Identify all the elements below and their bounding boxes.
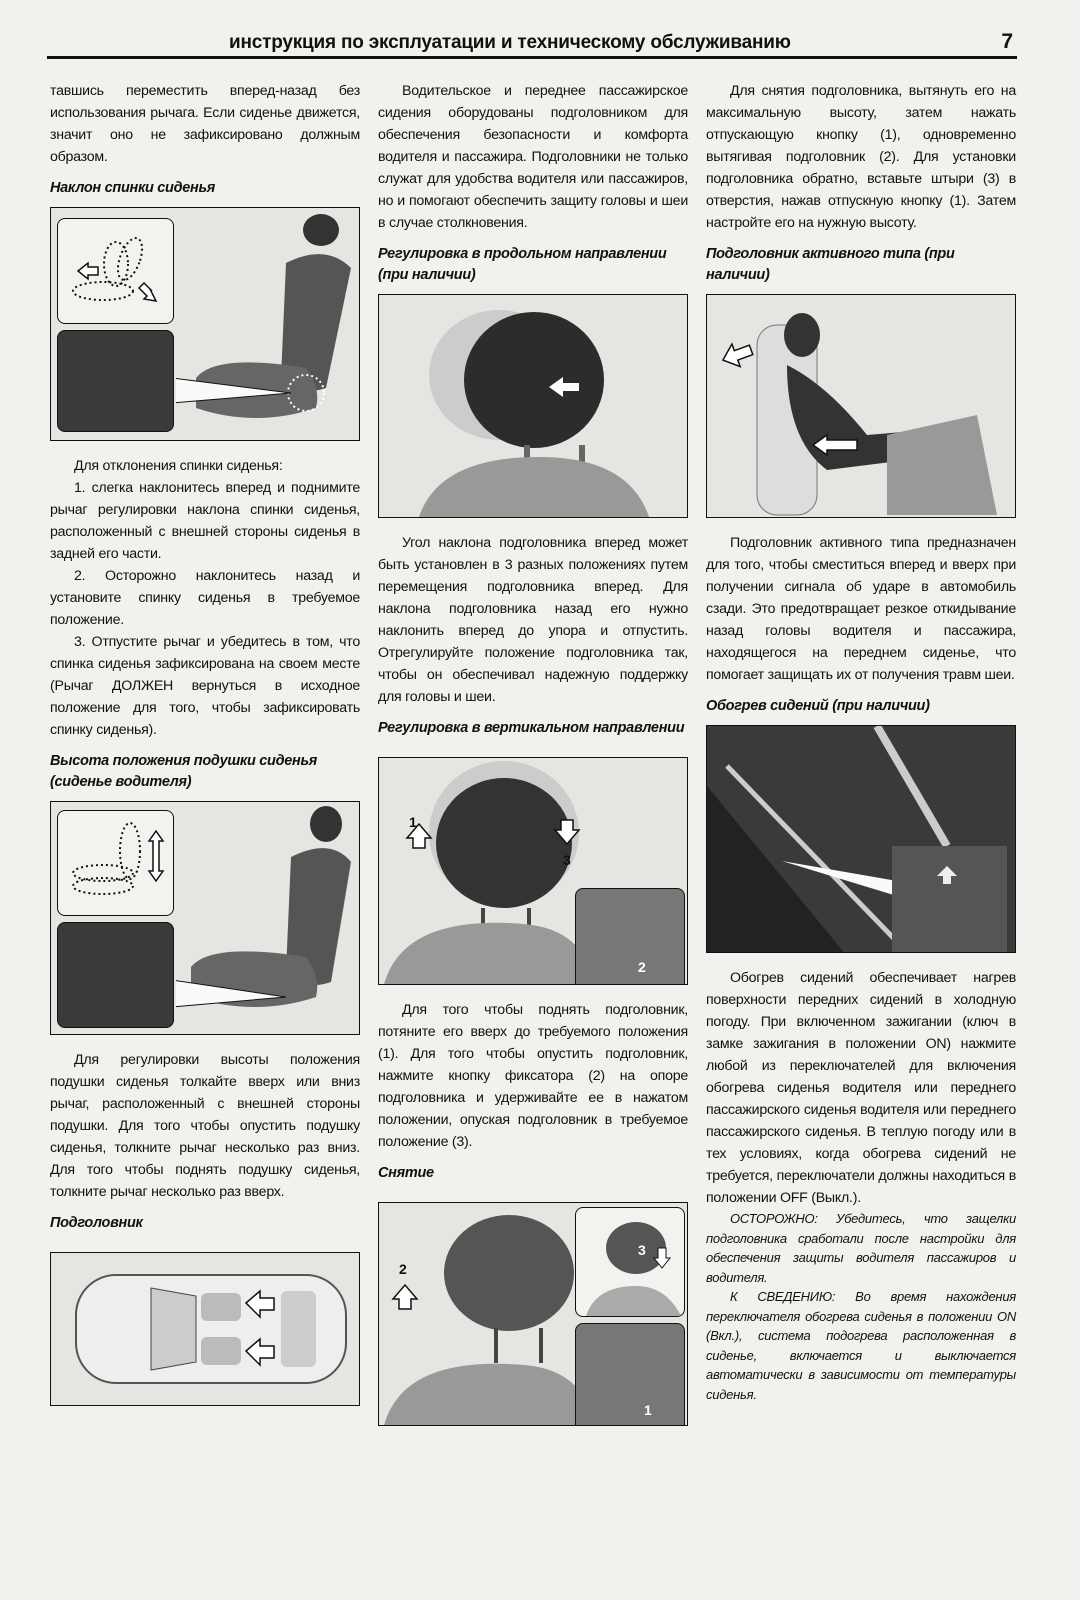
page-header — [47, 28, 1017, 59]
headrest-tilt-illustration — [379, 295, 684, 517]
column-3 — [706, 80, 1016, 1404]
figure-seat-heating-switch — [706, 725, 1016, 953]
section-heading-removal: Снятие — [378, 1165, 434, 1181]
list-item: 1. слегка наклонитесь вперед и поднимите рычаг регулировки наклона спинки сиденья, расположенный с внешней стороны сиденья в задней его части. — [50, 480, 360, 562]
paragraph: Подголовник активного типа предназначен для того, чтобы сместиться вперед и вверх при получении сигнала об ударе в автомобиль сзади. Это предотвращает резкое откидывание назад головы водителя и пассажира, находящегося на переднем сиденье, что помогает защищать их от получения травм шеи. — [706, 535, 1016, 683]
paragraph: Угол наклона подголовника вперед может быть установлен в 3 разных положениях путем перемещения подголовника вперед. Для наклона подголовника назад его нужно наклонить вперед до упора и отпустить. Отрегулируйте положение подголовника так, чтобы он обеспечивал надежную поддержку для головы и шеи. — [378, 535, 688, 705]
paragraph: Для регулировки высоты положения подушки сиденья толкайте вверх или вниз рычаг, расположенный с внешней стороны подушки. Для того чтобы опустить подушку сиденья, толкните рычаг несколько раз вниз. Для того чтобы поднять подушку сиденья, толкните рычаг несколько раз вверх. — [50, 1052, 360, 1200]
lever-photo-inset — [57, 330, 174, 432]
label-2: 2 — [638, 959, 646, 975]
section-heading-headrest: Подголовник — [50, 1215, 143, 1231]
small-headrest-illustration — [576, 1208, 684, 1316]
arrow-up-icon — [393, 1285, 417, 1309]
caution-note: ОСТОРОЖНО: Убедитесь, что защелки подголовника сработали после настройки для обеспечения защиты водителя пассажиров и водителя. — [706, 1211, 1016, 1285]
list-item: 2. Осторожно наклонитесь назад и установите спинку сиденья в требуемое положение. — [50, 568, 360, 628]
column-1 — [50, 80, 360, 1420]
section-heading-seat-heating: Обогрев сидений (при наличии) — [706, 698, 930, 714]
active-headrest-illustration — [707, 295, 1007, 517]
dotted-seat-icon — [58, 219, 173, 323]
figure-active-headrest — [706, 294, 1016, 518]
paragraph: Водительское и переднее пассажирское сидения оборудованы подголовником для обеспечения безопасности и комфорта водителя и пассажира. Подголовники не только служат для удобства водителя или пассажиров, но и помогают обеспечить защиту головы и шеи в случае столкновения. — [378, 83, 688, 231]
section-heading-active-headrest: Подголовник активного типа (при наличии) — [706, 246, 955, 283]
list-item: 3. Отпустите рычаг и убедитесь в том, что спинка сиденья зафиксирована на своем месте (Рычаг ДОЛЖЕН вернуться в исходное положение для того, чтобы зафиксировать спинку сиденья). — [50, 634, 360, 738]
page-number: 7 — [1001, 30, 1013, 53]
label-1: 1 — [409, 814, 417, 830]
figure-headrest-vertical — [378, 757, 688, 985]
label-3: 3 — [638, 1242, 646, 1258]
paragraph: тавшись переместить вперед-назад без использования рычага. Если сиденье движется, значит оно не зафиксировано должным образом. — [50, 83, 360, 165]
height-diagram-inset — [57, 810, 174, 916]
lever-photo-inset — [57, 922, 174, 1028]
figure-recline-lever — [50, 207, 360, 441]
paragraph: Для того чтобы поднять подголовник, потяните его вверх до требуемого положения (1). Для того чтобы опустить подголовник, нажмите кнопку фиксатора (2) на опоре подголовника и удерживайте ее в нажатом положении, опуская подголовник в требуемое положение (3). — [378, 1002, 688, 1150]
section-heading-cushion-height: Высота положения подушки сиденья (сиденье водителя) — [50, 753, 318, 790]
pins-inset — [575, 1207, 685, 1317]
console-switch-photo — [707, 726, 1007, 952]
recline-diagram-inset — [57, 218, 174, 324]
label-1: 1 — [644, 1402, 652, 1418]
release-button-inset — [575, 1323, 685, 1426]
dotted-seat-updown-icon — [58, 811, 173, 915]
figure-cushion-height — [50, 801, 360, 1035]
section-heading-longitudinal: Регулировка в продольном направлении (при наличии) — [378, 246, 667, 283]
section-heading-vertical: Регулировка в вертикальном направлении — [378, 720, 685, 736]
info-note: К СВЕДЕНИЮ: Во время нахождения переключателя обогрева сиденья в положении ON (Вкл.), система подогрева расположенная в сиденье, включается и выключается автоматически в зависимости от температуры сиденья. — [706, 1289, 1016, 1402]
figure-car-top-view — [50, 1252, 360, 1406]
running-title: инструкция по эксплуатации и техническому обслуживанию — [229, 32, 791, 53]
label-2: 2 — [399, 1261, 407, 1277]
label-3: 3 — [563, 852, 571, 868]
seat-illustration — [176, 208, 356, 440]
column-2 — [378, 80, 688, 1440]
release-button-inset — [575, 888, 685, 985]
section-heading-recline: Наклон спинки сиденья — [50, 180, 216, 196]
paragraph: Для снятия подголовника, вытянуть его на максимальную высоту, затем нажать отпускающую кнопку (1), одновременно вытягивая подголовник (2). Для установки подголовника обратно, вставьте штыри (3) в отверстия, нажав отпускную кнопку (1). Затем настройте его на нужную высоту. — [706, 83, 1016, 231]
arrow-icon — [719, 339, 755, 372]
paragraph: Обогрев сидений обеспечивает нагрев поверхности передних сидений в холодную погоду. При включенном зажигании (ключ в замке зажигания в положении ON) нажмите любой из переключателей для включения обогрева сиденья водителя или переднего пассажирского сиденья водителя или переднего пассажирского сиденья. В теплую погоду или в тех условиях, когда обогрева сидений не требуется, переключатели должны находиться в положении OFF (Выкл.). — [706, 970, 1016, 1206]
figure-headrest-removal — [378, 1202, 688, 1426]
seat-illustration — [176, 802, 356, 1034]
car-top-view-illustration — [51, 1253, 356, 1405]
figure-headrest-tilt — [378, 294, 688, 518]
paragraph: Для отклонения спинки сиденья: — [74, 458, 283, 474]
